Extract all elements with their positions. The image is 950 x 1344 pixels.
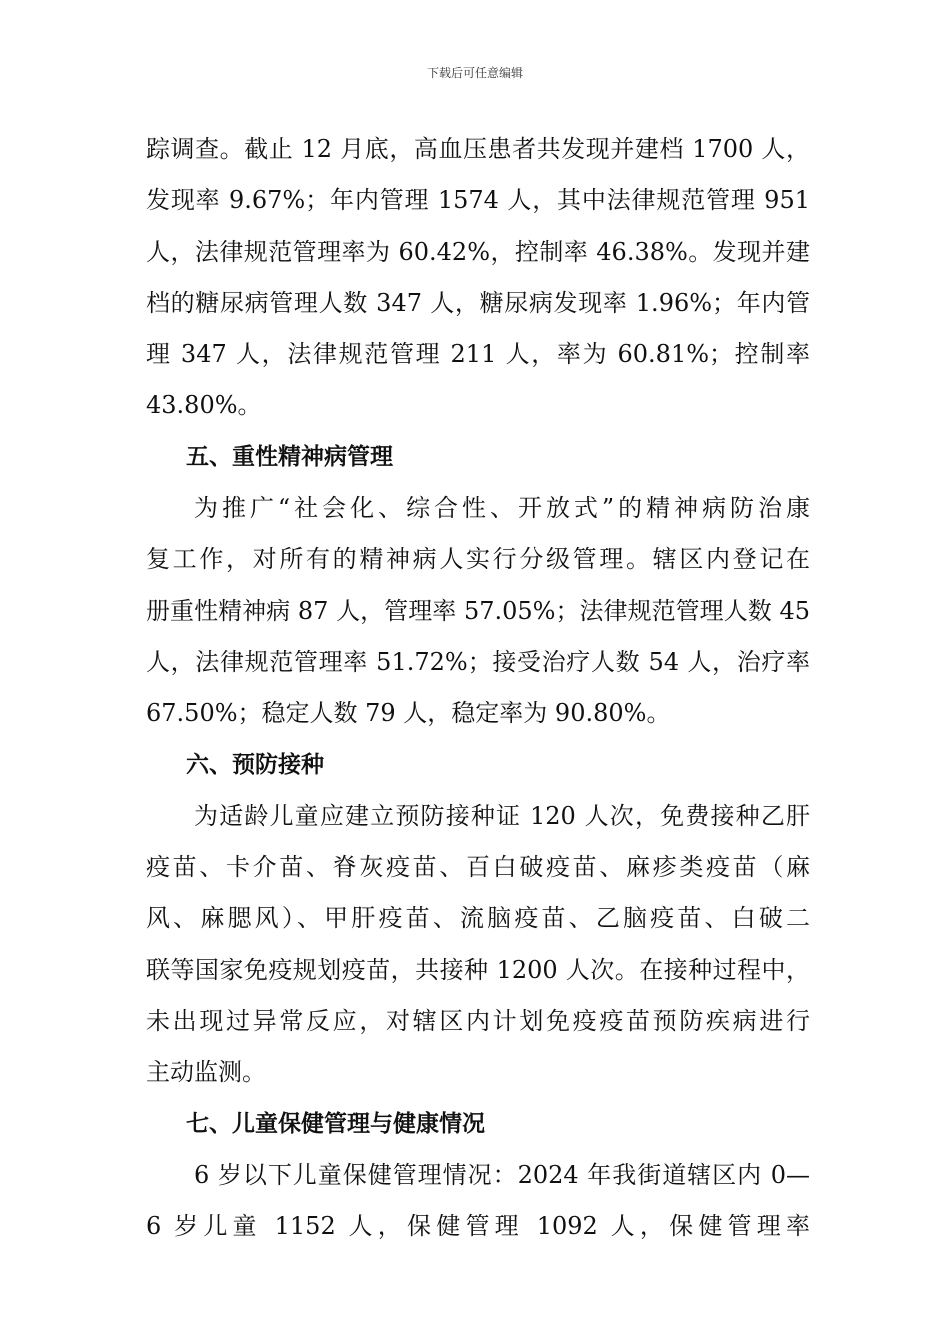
paragraph-line: 主动监测。 <box>146 1058 266 1087</box>
paragraph-line: 人，法律规范管理率为 60.42%，控制率 46.38%。发现并建 <box>146 237 810 266</box>
page-header: 下载后可任意编辑 <box>426 66 523 80</box>
paragraph-line: 为推广“社会化、综合性、开放式”的精神病防治康 <box>194 494 810 523</box>
paragraph-line: 67.50%；稳定人数 79 人，稳定率为 90.80%。 <box>146 699 671 728</box>
paragraph-line: 6 岁儿童 1152 人，保健管理 1092 人，保健管理率 <box>146 1212 810 1241</box>
paragraph-line: 风、麻腮风）、甲肝疫苗、流脑疫苗、乙脑疫苗、白破二 <box>146 904 810 933</box>
paragraph-line: 疫苗、卡介苗、脊灰疫苗、百白破疫苗、麻疹类疫苗（麻 <box>146 853 810 882</box>
paragraph-line: 人，法律规范管理率 51.72%；接受治疗人数 54 人，治疗率 <box>146 647 810 676</box>
paragraph-line: 43.80%。 <box>146 391 262 420</box>
section-heading-child-health: 七、儿童保健管理与健康情况 <box>186 1110 485 1137</box>
section-heading-mental-health: 五、重性精神病管理 <box>186 443 393 470</box>
paragraph-line: 为适龄儿童应建立预防接种证 120 人次，免费接种乙肝 <box>194 801 810 830</box>
paragraph-line: 复工作，对所有的精神病人实行分级管理。辖区内登记在 <box>146 545 810 574</box>
paragraph-line: 发现率 9.67%；年内管理 1574 人，其中法律规范管理 951 <box>146 186 810 215</box>
paragraph-line: 未出现过异常反应，对辖区内计划免疫疫苗预防疾病进行 <box>146 1007 810 1036</box>
paragraph-line: 6 岁以下儿童保健管理情况：2024 年我街道辖区内 0— <box>194 1160 810 1189</box>
document-body <box>146 124 810 1253</box>
paragraph-line: 踪调查。截止 12 月底，高血压患者共发现并建档 1700 人， <box>146 135 810 163</box>
paragraph-line: 联等国家免疫规划疫苗，共接种 1200 人次。在接种过程中， <box>146 955 810 984</box>
paragraph-line: 档的糖尿病管理人数 347 人，糖尿病发现率 1.96%；年内管 <box>146 288 810 317</box>
section-heading-vaccination: 六、预防接种 <box>186 751 324 778</box>
paragraph-line: 理 347 人，法律规范管理 211 人，率为 60.81%；控制率 <box>146 340 810 369</box>
paragraph-line: 册重性精神病 87 人，管理率 57.05%；法律规范管理人数 45 <box>146 596 810 625</box>
